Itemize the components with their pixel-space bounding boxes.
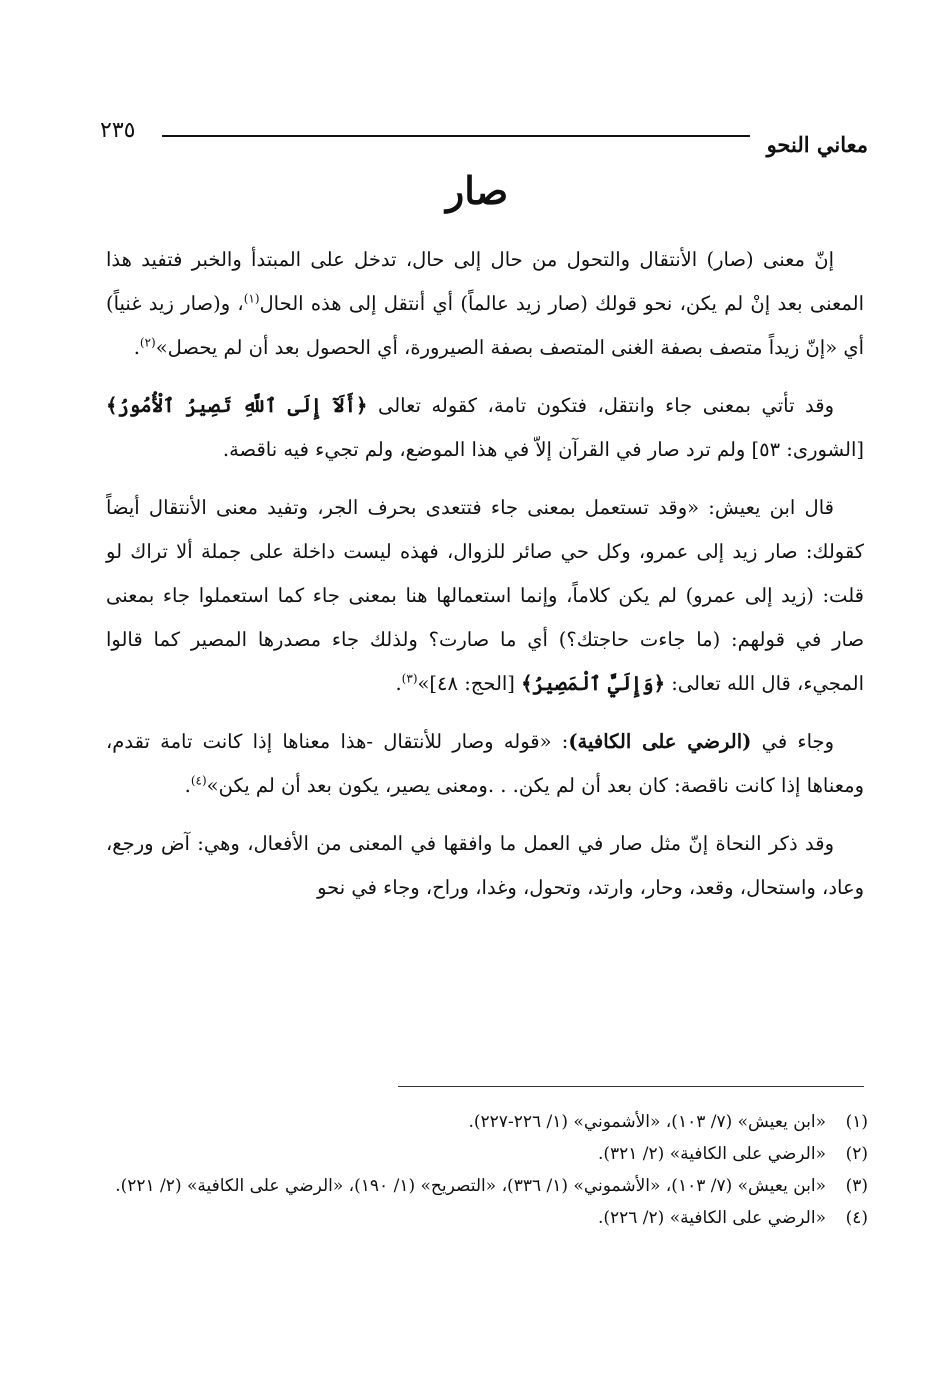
paragraph-3 xyxy=(106,486,864,706)
quran-verse-2: ﴿وَإِلَيَّ ٱلْمَصِيرُ﴾ xyxy=(521,672,666,695)
paragraph-3-text-c: . xyxy=(395,672,402,695)
footnote-4 xyxy=(106,1202,868,1234)
footnote-number: (١) xyxy=(845,1112,868,1132)
footnote-3 xyxy=(106,1170,868,1202)
quran-verse-1: ﴿أَلَآ إِلَى ٱللَّهِ تَصِيرُ ٱلْأُمُورُ﴾ xyxy=(106,394,368,417)
footnote-marker-2: (٢) xyxy=(139,335,156,350)
chapter-title: صار xyxy=(445,168,509,213)
footnote-number: (٢) xyxy=(845,1144,868,1164)
footnote-marker-1: (١) xyxy=(243,291,260,306)
paragraph-1 xyxy=(106,238,864,370)
paragraph-5-text-a: وقد ذكر النحاة إنّ مثل صار في العمل ما وافقها في المعنى من الأفعال، وهي: آض ورجع، وعاد، واستحال، وقعد، وحار، وارتد، وتحول، وغدا، وراح، وجاء في نحو xyxy=(106,832,864,899)
paragraph-3-text-b: [الحج: ٤٨]» xyxy=(417,672,522,695)
footnote-text: «الرضي على الكافية» (٢/ ٢٢٦). xyxy=(597,1208,826,1228)
footnote-text: «الرضي على الكافية» (٢/ ٣٢١). xyxy=(597,1144,826,1164)
paragraph-4-text-b: : «قوله وصار للأنتقال -هذا معناها إذا كانت تامة تقدم، ومعناها إذا كانت ناقصة: كان بعد أن لم يكن. . .ومعنى يصير، يكون بعد أن لم يكن» xyxy=(106,730,864,797)
footnote-marker-3: (٣) xyxy=(401,671,418,686)
footnotes xyxy=(106,1106,868,1234)
footnote-text: «ابن يعيش» (٧/ ١٠٣)، «الأشموني» (١/ ٢٢٦-٢٢٧). xyxy=(468,1112,826,1132)
footnote-marker-4: (٤) xyxy=(190,773,207,788)
cited-work: (الرضي على الكافية) xyxy=(568,730,752,753)
paragraph-3-text-a: قال ابن يعيش: «وقد تستعمل بمعنى جاء فتتعدى بحرف الجر، وتفيد معنى الأنتقال أيضاً كقولك: صار زيد إلى عمرو، وكل حي صائر للزوال، فهذه ليست داخلة على جملة ألا تراك لو قلت: (زيد إلى عمرو) لم يكن كلاماً، وإنما استعمالها هنا بمعنى جاء كما استعملوا جاء بمعنى صار في قولهم: (ما جاءت حاجتك؟) أي ما صارت؟ ولذلك جاء مصدرها المصير كما قالوا المجيء، قال الله تعالى: xyxy=(106,496,864,695)
running-header xyxy=(100,118,868,158)
paragraph-1-text-c: . xyxy=(133,336,140,359)
paragraph-2-text-a: وقد تأتي بمعنى جاء وانتقل، فتكون تامة، كقوله تعالى xyxy=(367,394,835,417)
paragraph-4-text-a: وجاء في xyxy=(751,730,834,753)
footnote-number: (٣) xyxy=(845,1176,868,1196)
footnote-2 xyxy=(106,1138,868,1170)
footnote-1 xyxy=(106,1106,868,1138)
paragraph-4-text-c: . xyxy=(184,774,191,797)
header-rule xyxy=(162,135,750,137)
footnote-text: «ابن يعيش» (٧/ ١٠٣)، «الأشموني» (١/ ٣٣٦)، «التصريح» (١/ ١٩٠)، «الرضي على الكافية» (٢/ ٢٢١). xyxy=(115,1176,826,1196)
book-title: معاني النحو xyxy=(766,132,868,157)
paragraph-1-text-a: إنّ معنى (صار) الأنتقال والتحول من حال إلى حال، تدخل على المبتدأ والخبر فتفيد هذا المعنى بعد إنْ لم يكن، نحو قولك (صار زيد عالماً) أي أنتقل إلى هذه الحال xyxy=(106,248,864,315)
paragraph-2 xyxy=(106,384,864,472)
paragraph-1-text-b: ، و(صار زيد غنياً) أي «إنّ زيداً متصف بصفة الغنى المتصف بصفة الصيرورة، أي الحصول بعد أن لم يحصل» xyxy=(106,292,864,359)
footnote-rule xyxy=(398,1086,864,1087)
paragraph-4 xyxy=(106,720,864,808)
paragraph-2-text-b: [الشورى: ٥٣] ولم ترد صار في القرآن إلاّ في هذا الموضع، ولم تجيء فيه ناقصة. xyxy=(222,438,864,461)
footnote-number: (٤) xyxy=(845,1208,868,1228)
body-text xyxy=(106,238,864,924)
paragraph-5 xyxy=(106,822,864,910)
page-number: ٢٣٥ xyxy=(100,118,136,143)
